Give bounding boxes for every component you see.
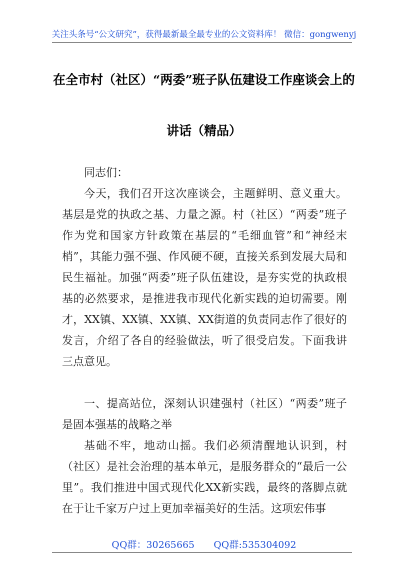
header-note: 关注头条号“公文研究”，获得最新最全最专业的公文资料库！ 微信：gongwenyj (51, 30, 357, 40)
document-title-line-1: 在全市村（社区）“两委”班子队伍建设工作座谈会上的 (53, 72, 355, 87)
footer-qq-group-2: QQ群:535304092 (213, 540, 297, 551)
footer-rule (52, 552, 352, 553)
salutation: 同志们： (84, 166, 128, 179)
footer-qq-group-1: QQ群：30265665 (111, 540, 195, 551)
paragraph-intro: 今天，我们召开这次座谈会，主题鲜明、意义重大。基层是党的执政之基、力量之源。村（社区）“两委”班子作为党和国家方针政策在基层的“毛细血管”和“神经末梢”，其能力强不强、作风硬不硬，直接关系到发展大局和民生福祉。加强“两委”班子队伍建设，是夯实党的执政根基的必然要求，是推进我市现代化新实践的迫切需要。刚才，XX镇、XX镇、XX镇、XX街道的负责同志作了很好的发言，介绍了各自的经验做法，听了很受启发。下面我讲三点意见。 (62, 187, 347, 368)
document-title-line-2: 讲话（精品） (166, 123, 242, 138)
header-rule (52, 42, 352, 43)
section-heading-1: 一、提高站位，深刻认识建强村（社区）“两委”班子是固本强基的战略之举 (62, 397, 347, 431)
footer-qq (0, 537, 408, 551)
paragraph-section-1: 基础不牢，地动山摇。我们必须清醒地认识到，村（社区）是社会治理的基本单元，是服务群众的“最后一公里”。我们推进中国式现代化XX新实践，最终的落脚点就在于让千家万户过上更加幸福美好的生活。这项宏伟事 (62, 439, 347, 515)
